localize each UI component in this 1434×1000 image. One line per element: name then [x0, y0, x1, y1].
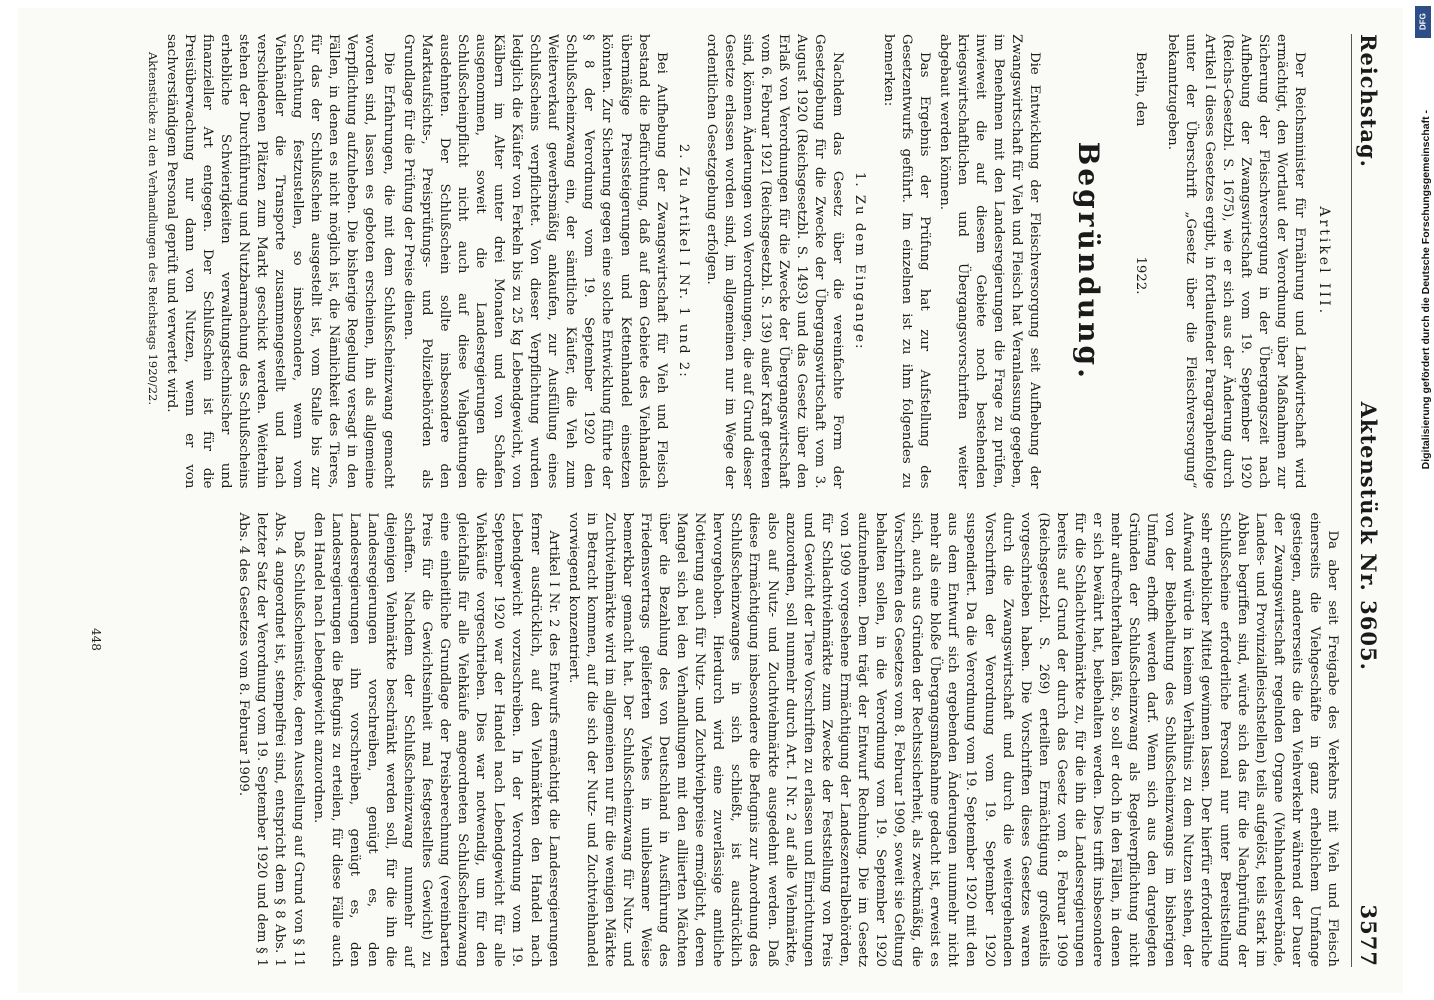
intro-paragraph-2: Das Ergebnis der Prüfung hat zur Aufstellung des Gesetzentwurfs geführt. Im einzelnen ist zu ihm folgendes zu bemerken: [880, 34, 932, 489]
section-heading: Begründung. [1072, 141, 1106, 381]
running-head-center: Aktenstück Nr. 3605. [1356, 401, 1381, 671]
intro-paragraph: Die Entwicklung der Fleischversorgung seit Aufhebung der Zwangswirtschaft für Vieh und Fleisch hat Veranlassung gegeben, im Benehmen mit den Landesregierungen die Frage zu prüfen, inwieweit die auf diesem Gebiete noch bestehenden kriegswirtschaftlichen und Übergangsvorschriften weiter abgebaut werden können. [936, 34, 1043, 489]
left-column [142, 34, 1341, 489]
running-head-left: Reichstag. [1356, 34, 1381, 168]
scanned-page [18, 8, 1403, 993]
subsection-1-text: Nachdem das Gesetz über die vereinfachte Form der Gesetzgebung für die Zwecke der Übergangswirtschaft vom 3. August 1920 (Reichsgesetzbl. S. 1493) und das Gesetz über den Erlaß von Verordnungen für die Zwecke der Übergangswirtschaft vom 6. Februar 1921 (Reichsgesetzbl. S. 139) außer Kraft getreten sind, können Änderungen von Verordnungen, die auf Grund dieser Gesetze erlassen worden sind, im allgemeinen nur im Wege der ordentlichen Gesetzgebung erfolgen. [703, 34, 846, 489]
subsection-2-text: Bei Aufhebung der Zwangswirtschaft für Vieh und Fleisch bestand die Befürchtung, daß auf dem Gebiete des Viehhandels übermäßige Preissteigerungen und Kettenhandel einsetzen könnten. Zur Sicherung gegen eine solche Entwicklung führte der § 8 der Verordnung vom 19. September 1920 den Schlußscheinzwang ein, der sämtliche Käufer, die Vieh zum Weiterverkauf gewerbsmäßig ankaufen, zur Ausfüllung eines Schlußscheins verpflichtet. Von dieser Verpflichtung wurden lediglich die Käufer von Ferkeln bis zu 25 kg Lebendgewicht, von Kälbern im Alter unter drei Monaten und von Schafen ausgenommen, soweit die Landesregierungen die Schlußscheinpflicht nicht auch auf diese Viehgattungen ausdehnten. Der Schlußschein sollte insbesondere den Marktaufsichts-, Preisprüfungs- und Polizeibehörden als Grundlage für die Prüfung der Preise dienen. [400, 34, 669, 489]
subsection-2-text-2: Die Erfahrungen, die mit dem Schlußscheinzwang gemacht worden sind, lassen es geboten erscheinen, ihn als allgemeine Verpflichtung aufzuheben. Die bisherige Regelung versagt in den Fällen, in denen es nicht möglich ist, die Nämlichkeit des Tieres, für das der Schlußschein ausgestellt ist, vom Stalle bis zur Schlachtung festzustellen, so insbesondere, wenn vom Viehhändler die Transporte zusammengestellt und nach verschiedenen Plätzen zum Markt geschickt werden. Weiterhin stehen der Durchführung und Nutzbarmachung des Schlußscheins erhebliche Schwierigkeiten verwaltungstechnischer und finanzieller Art entgegen. Der Schlußschein ist für die Preisüberwachung nur dann von Nutzen, wenn er von sachverständigem Personal geprüft und verwertet wird. [163, 34, 396, 489]
folio-number: 448 [89, 628, 103, 651]
right-paragraph-2: Artikel I Nr. 2 des Entwurfs ermächtigt die Landesregierungen ferner ausdrücklich, auf den Viehmärkten den Handel nach Lebendgewicht vorzuschreiben. In der Verordnung vom 19. September 1920 war der Handel nach Lebendgewicht für alle Viehkäufe vorgeschrieben. Dies war notwendig, um für den gleichfalls für alle Viehkäufe angeordneten Schlußscheinzwang eine einheitliche Grundlage der Preisberechnung (vereinbarten Preis für die Gewichtseinheit mal festgestelltes Gewicht) zu schaffen. Nachdem der Schlußscheinzwang nunmehr auf diejenigen Viehmärkte beschränkt werden soll, für die ihn die Landesregierungen vorschreiben, genügt es, den Landesregierungen ihn vorschreiben, genügt es, den Landesregierungen die Befugnis zu erteilen, für diese Fälle auch den Handel nach Lebendgewicht anzuordnen. [310, 512, 561, 967]
article-title: Artikel III. [1316, 206, 1332, 317]
right-paragraph-1: Da aber seit Freigabe des Verkehrs mit Vieh und Fleisch einerseits die Viehgeschäfte in ganz erheblichem Umfange gestiegen, andererseits die den Viehverkehr während der Dauer der Zwangswirtschaft regelnden Organe (Viehhandelsverbände, Landes- und Provinzialfleischstellen) teils aufgelöst, teils stark im Abbau begriffen sind, würde sich das für die Nachprüfung der Schlußscheine erforderliche Personal nur unter Bereitstellung sehr erheblicher Mittel gewinnen lassen. Der hierfür erforderliche Aufwand würde in keinem Verhältnis zu dem Nutzen stehen, der von der Beibehaltung des Schlußscheinzwangs im bisherigen Umfang erhofft werden darf. Wenn sich aus den dargelegten Gründen der Schlußscheinzwang als Regelverpflichtung nicht mehr aufrechterhalten läßt, so soll er doch in den Fällen, in denen er sich bewährt hat, beibehalten werden. Dies trifft insbesondere für die Schlachtviehmärkte zu, für die ihn die Landesregierungen bereits auf Grund der durch das Gesetz vom 8. Februar 1909 (Reichsgesetzbl. S. 269) erteilten Ermächtigung großenteils vorgeschrieben haben. Die Vorschriften dieses Gesetzes waren durch die Zwangswirtschaft und durch die weitergehenden Vorschriften der Verordnung vom 19. September 1920 suspendiert. Da die Verordnung vom 19. September 1920 mit den aus dem Entwurf sich ergebenden Änderungen nunmehr nicht mehr als eine bloße Übergangsmaßnahme gedacht ist, erweist es sich, auch aus Gründen der Rechtssicherheit, als zweckmäßig, die Vorschriften des Gesetzes vom 8. Februar 1909, soweit sie Geltung behalten sollen, in die Verordnung vom 19. September 1920 aufzunehmen. Dem trägt der Entwurf Rechnung. Die im Gesetz von 1909 vorgesehene Ermächtigung der Landeszentralbehörden, für Schlachtviehmärkte zum Zwecke der Feststellung von Preis und Gewicht der Tiere Vorschriften zu erlassen und Einrichtungen anzuordnen, soll nunmehr durch Art. I Nr. 2 auf alle Viehmärkte, also auf Nutz- und Zuchtviehmärkte ausgedehnt werden. Daß diese Ermächtigung insbesondere die Befugnis zur Anordnung des Schlußscheinzwanges in sich schließt, ist ausdrücklich hervorgehoben. Hierdurch wird eine zuverlässige amtliche Notierung auch für Nutz- und Zuchtviehpreise ermöglicht, deren Mangel sich bei den Verhandlungen mit den alliierten Mächten über die Bezahlung des von Deutschland in Ausführung des Friedensvertrags gelieferten Viehes in unliebsamer Weise bemerkbar gemacht hat. Der Schlußscheinzwang für Nutz- und Zuchtviehmärkte wird im allgemeinen nur für die wenigen Märkte in Betracht kommen, auf die sich der Nutz- und Zuchtviehhandel vorwiegend konzentriert. [565, 512, 1340, 967]
footnote: Aktenstücke zu den Verhandlungen des Reichstags 1920/22. [145, 52, 160, 406]
text-columns [142, 34, 1341, 967]
running-head [1351, 34, 1381, 967]
subheading-1: 1. Zu dem Eingange: [852, 171, 868, 351]
date-line [1131, 52, 1149, 489]
right-column [142, 513, 1341, 968]
right-paragraph-3: Daß Schlußscheinstücke, deren Ausstellung auf Grund von § 11 Abs. 4 angeordnet ist, stempelfrei sind, entspricht dem § 8 Abs. 1 letzter Satz der Verordnung vom 19. September 1920 und dem § 1 Abs. 4 des Gesetzes vom 8. Februar 1909. [236, 512, 306, 967]
digitization-credit: Digitalisierung gefördert durch die Deutsche Forschungsgemeinschaft - [1420, 110, 1432, 470]
digitization-credit-bar [1412, 0, 1434, 1000]
dfg-logo: DFG [1415, 6, 1431, 38]
year: 1922. [1133, 256, 1149, 295]
page-number: 3577 [1356, 904, 1381, 967]
place: Berlin, den [1133, 52, 1149, 127]
page-content [18, 8, 1403, 993]
article-text: Der Reichsminister für Ernährung und Landwirtschaft wird ermächtigt, den Wortlaut der Verordnung über Maßnahmen zur Sicherung der Fleischversorgung in der Übergangszeit nach Aufhebung der Zwangswirtschaft vom 19. September 1920 (Reichs-Gesetzbl. S. 1675), wie er sich aus der Änderung durch Artikel I dieses Gesetzes ergibt, in fortlaufender Paragraphenfolge unter der Überschrift „Gesetz über die Fleischversorgung“ bekanntzugeben. [1165, 34, 1307, 489]
subheading-2: 2. Zu Artikel I Nr. 1 und 2: [675, 143, 691, 379]
